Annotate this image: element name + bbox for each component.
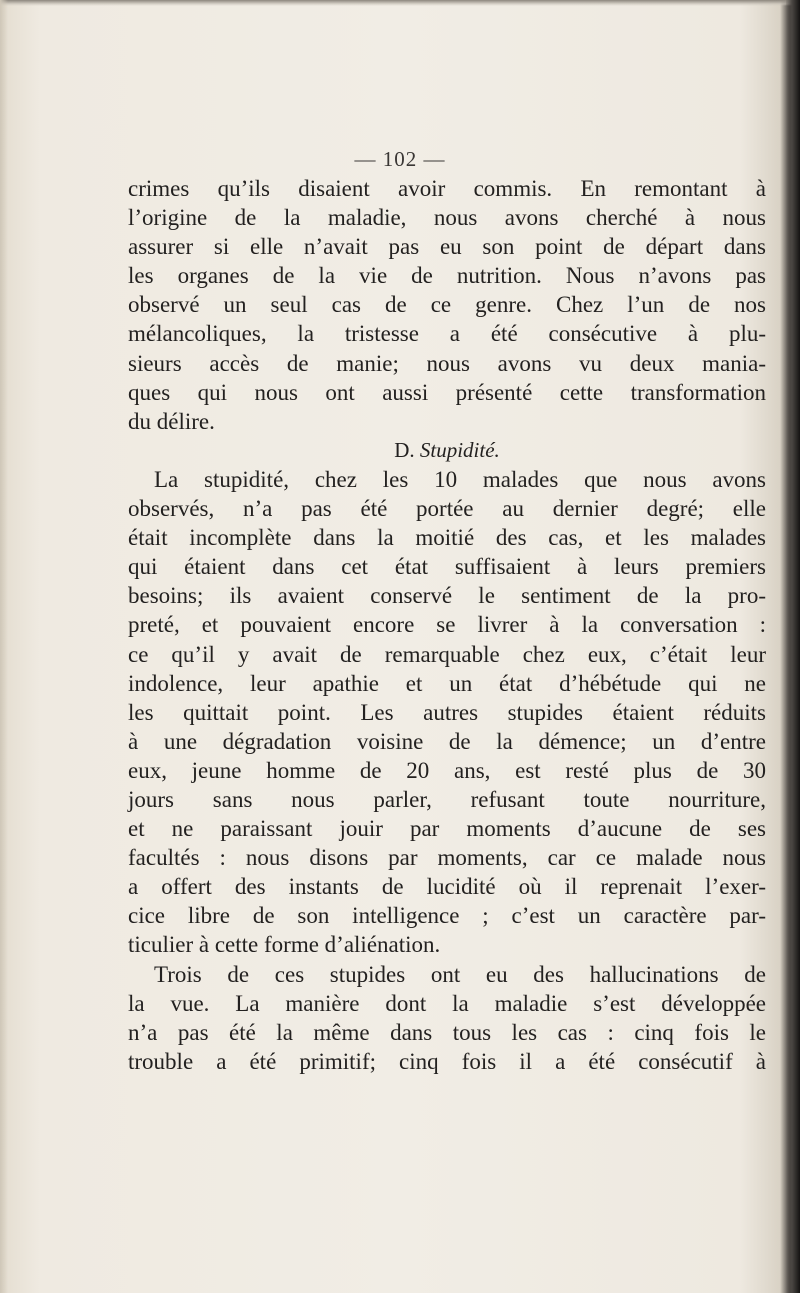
page-left-edge (0, 0, 8, 1293)
text-line: cice libre de son intelligence ; c’est un caractère par- (128, 903, 766, 929)
text-line: à une dégradation voisine de la démence; un d’entre (128, 728, 766, 754)
text-line: du délire. (128, 408, 215, 434)
text-line: l’origine de la maladie, nous avons cherché à nous (128, 205, 766, 231)
text-line: preté, et pouvaient encore se livrer à la conversation : (128, 612, 766, 638)
text-line: ticulier à cette forme d’aliénation. (128, 932, 441, 958)
text-line: indolence, leur apathie et un état d’hébétude qui ne (128, 670, 766, 696)
text-line: observés, n’a pas été portée au dernier degré; elle (128, 496, 766, 522)
text-line: sieurs accès de manie; nous avons vu deux mania- (128, 350, 766, 376)
text-line: crimes qu’ils disaient avoir commis. En remontant à (128, 176, 766, 201)
text-line: trouble a été primitif; cinq fois il a été consécutif à (128, 1048, 766, 1074)
text-line: a offert des instants de lucidité où il reprenait l’exer- (128, 874, 766, 900)
text-line: la vue. La manière dont la maladie s’est développée (128, 990, 766, 1016)
text-line: besoins; ils avaient conservé le sentiment de la pro- (128, 583, 766, 609)
text-line: Trois de ces stupides ont eu des hallucinations de (154, 961, 766, 987)
text-line: mélancoliques, la tristesse a été consécutive à plu- (128, 321, 766, 347)
page-top-shadow (0, 0, 800, 6)
text-line: les quittait point. Les autres stupides étaient réduits (128, 699, 766, 725)
text-line: et ne paraissant jouir par moments d’aucune de ses (128, 816, 766, 842)
text-line: La stupidité, chez les 10 malades que nous avons (154, 466, 766, 492)
section-letter: D. (394, 437, 415, 462)
page-right-edge (786, 0, 800, 1293)
page-text (128, 174, 766, 1076)
paragraph-2 (128, 465, 766, 960)
paragraph-3 (128, 960, 766, 1076)
paragraph-1 (128, 174, 766, 436)
text-line: était incomplète dans la moitié des cas, et les malades (128, 525, 766, 551)
text-line: assurer si elle n’avait pas eu son point de départ dans (128, 234, 766, 260)
text-line: ce qu’il y avait de remarquable chez eux, c’était leur (128, 641, 766, 667)
text-line: n’a pas été la même dans tous les cas : cinq fois le (128, 1019, 766, 1045)
text-line: eux, jeune homme de 20 ans, est resté plus de 30 (128, 757, 766, 783)
text-line: observé un seul cas de ce genre. Chez l’un de nos (128, 292, 766, 318)
text-line: les organes de la vie de nutrition. Nous n’avons pas (128, 263, 766, 289)
page-number: — 102 — (354, 147, 446, 171)
text-line: qui étaient dans cet état suffisaient à leurs premiers (128, 554, 766, 580)
text-line: ques qui nous ont aussi présenté cette transformation (128, 379, 766, 405)
text-line: jours sans nous parler, refusant toute nourriture, (128, 786, 766, 812)
section-heading (128, 436, 766, 465)
text-line: facultés : nous disons par moments, car ce malade nous (128, 845, 766, 871)
section-title: Stupidité. (419, 437, 500, 462)
